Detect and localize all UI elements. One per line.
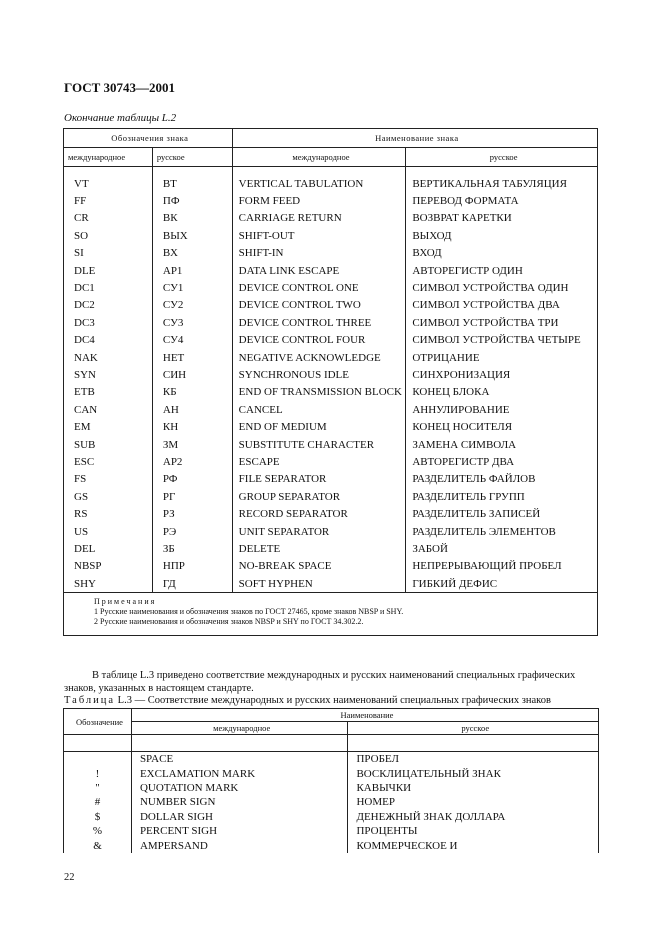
caption-prefix: Таблица: [64, 695, 116, 706]
table-cell: [64, 752, 132, 767]
table-cell: ЗАБОЙ: [406, 540, 598, 557]
table-cell: SPACE: [131, 752, 348, 767]
table-cell: НЕПРЕРЫВАЮЩИЙ ПРОБЕЛ: [406, 558, 598, 575]
header-designation: Обозначение: [64, 709, 132, 735]
page-number: 22: [64, 872, 75, 883]
table-continuation-caption: Окончание таблицы L.2: [64, 112, 177, 124]
table-row: [64, 488, 598, 505]
table-cell: &: [64, 838, 132, 852]
table-row: [64, 297, 598, 314]
table-cell: НЕТ: [152, 349, 232, 366]
table-cell: DEVICE CONTROL THREE: [232, 314, 406, 331]
table-cell: VT: [64, 175, 153, 192]
table-row: [64, 366, 598, 383]
table-cell: !: [64, 766, 132, 780]
table-cell: КАВЫЧКИ: [348, 781, 599, 795]
table-cell: АВТОРЕГИСТР ДВА: [406, 453, 598, 470]
table-cell: DATA LINK ESCAPE: [232, 262, 406, 279]
table-cell: FILE SEPARATOR: [232, 471, 406, 488]
table-row: [64, 349, 598, 366]
table-cell: AMPERSAND: [131, 838, 348, 852]
table-row: [64, 558, 598, 575]
table-cell: GROUP SEPARATOR: [232, 488, 406, 505]
table-cell: RS: [64, 505, 153, 522]
table-cell: SYNCHRONOUS IDLE: [232, 366, 406, 383]
note-item: 2 Русские наименования и обозначения знаков NBSP и SHY по ГОСТ 34.302.2.: [94, 617, 364, 627]
table-row: [64, 810, 599, 824]
table-row: [64, 332, 598, 349]
table-cell: ВЫХ: [152, 227, 232, 244]
table-cell: ПРОБЕЛ: [348, 752, 599, 767]
table-cell: DC2: [64, 297, 153, 314]
table-cell: SOFT HYPHEN: [232, 575, 406, 593]
table-cell: СИН: [152, 366, 232, 383]
table-cell: ВХ: [152, 245, 232, 262]
table-cell: SYN: [64, 366, 153, 383]
table-row: [64, 418, 598, 435]
table-cell: DOLLAR SIGH: [131, 810, 348, 824]
table-notes: [64, 593, 598, 636]
table-cell: EM: [64, 418, 153, 435]
table-cell: АВТОРЕГИСТР ОДИН: [406, 262, 598, 279]
table-cell: ETB: [64, 384, 153, 401]
paragraph: В таблице L.3 приведено соответствие международных и русских наименований специальных графических знаков, указанных в настоящем стандарте.: [64, 670, 576, 694]
header-intl: международное: [131, 722, 348, 735]
table-cell: CAN: [64, 401, 153, 418]
table-cell: СУ2: [152, 297, 232, 314]
table-row: [64, 436, 598, 453]
table-cell: СИМВОЛ УСТРОЙСТВА ТРИ: [406, 314, 598, 331]
table-cell: РЭ: [152, 523, 232, 540]
table-cell: END OF TRANSMISSION BLOCK: [232, 384, 406, 401]
table-cell: %: [64, 824, 132, 838]
table-cell: КОНЕЦ НОСИТЕЛЯ: [406, 418, 598, 435]
table-l2-body: [64, 175, 598, 593]
table-row: [64, 781, 599, 795]
table-row: [64, 401, 598, 418]
table-cell: SI: [64, 245, 153, 262]
table-cell: РАЗДЕЛИТЕЛЬ ФАЙЛОВ: [406, 471, 598, 488]
table-cell: FORM FEED: [232, 192, 406, 209]
table-row: [64, 824, 599, 838]
table-cell: ГД: [152, 575, 232, 593]
table-cell: АН: [152, 401, 232, 418]
table-cell: DEVICE CONTROL ONE: [232, 279, 406, 296]
table-cell: NUMBER SIGN: [131, 795, 348, 809]
table-cell: ЗМ: [152, 436, 232, 453]
table-l3: [63, 708, 599, 853]
table-cell: ПРОЦЕНТЫ: [348, 824, 599, 838]
table-cell: SUB: [64, 436, 153, 453]
table-cell: НПР: [152, 558, 232, 575]
table-cell: КОНЕЦ БЛОКА: [406, 384, 598, 401]
table-row: [64, 175, 598, 192]
document-title: ГОСТ 30743—2001: [64, 80, 176, 95]
table-cell: РГ: [152, 488, 232, 505]
table-cell: CANCEL: [232, 401, 406, 418]
table-cell: DEL: [64, 540, 153, 557]
table-cell: DC4: [64, 332, 153, 349]
table-row: [64, 192, 598, 209]
table-cell: SHIFT-IN: [232, 245, 406, 262]
table-cell: DLE: [64, 262, 153, 279]
table-cell: SUBSTITUTE CHARACTER: [232, 436, 406, 453]
table-row: [64, 384, 598, 401]
table-row: [64, 505, 598, 522]
table-cell: РАЗДЕЛИТЕЛЬ ГРУПП: [406, 488, 598, 505]
table-cell: ПФ: [152, 192, 232, 209]
table-cell: КБ: [152, 384, 232, 401]
table-row: [64, 314, 598, 331]
table-l3-caption: [64, 695, 551, 706]
table-cell: VERTICAL TABULATION: [232, 175, 406, 192]
table-cell: END OF MEDIUM: [232, 418, 406, 435]
table-cell: DC3: [64, 314, 153, 331]
table-cell: СИМВОЛ УСТРОЙСТВА ДВА: [406, 297, 598, 314]
table-row: [64, 453, 598, 470]
table-row: [64, 262, 598, 279]
table-cell: #: [64, 795, 132, 809]
header-rus-name: русское: [406, 148, 598, 167]
table-cell: АР2: [152, 453, 232, 470]
note-item: 1 Русские наименования и обозначения знаков по ГОСТ 27465, кроме знаков NBSP и SHY.: [94, 607, 404, 617]
table-cell: КН: [152, 418, 232, 435]
table-cell: NO-BREAK SPACE: [232, 558, 406, 575]
caption-rest: L.3 — Соответствие международных и русских наименований специальных графических знаков: [117, 695, 551, 706]
table-cell: ЗАМЕНА СИМВОЛА: [406, 436, 598, 453]
table-cell: СИНХРОНИЗАЦИЯ: [406, 366, 598, 383]
table-row: [64, 210, 598, 227]
table-cell: СУ1: [152, 279, 232, 296]
table-cell: SHIFT-OUT: [232, 227, 406, 244]
header-designation: Обозначения знака: [64, 129, 233, 148]
table-cell: DELETE: [232, 540, 406, 557]
header-name: Наименование знака: [232, 129, 597, 148]
table-cell: RECORD SEPARATOR: [232, 505, 406, 522]
table-cell: КОММЕРЧЕСКОЕ И: [348, 838, 599, 852]
table-cell: АР1: [152, 262, 232, 279]
header-intl-name: международное: [232, 148, 406, 167]
table-cell: CR: [64, 210, 153, 227]
table-cell: FF: [64, 192, 153, 209]
table-row: [64, 766, 599, 780]
table-cell: ВОЗВРАТ КАРЕТКИ: [406, 210, 598, 227]
header-rus: русское: [348, 722, 599, 735]
table-cell: РЗ: [152, 505, 232, 522]
header-name: Наименование: [131, 709, 598, 722]
table-row: [64, 838, 599, 852]
table-cell: GS: [64, 488, 153, 505]
table-cell: SO: [64, 227, 153, 244]
table-cell: NEGATIVE ACKNOWLEDGE: [232, 349, 406, 366]
table-cell: ESCAPE: [232, 453, 406, 470]
table-cell: CARRIAGE RETURN: [232, 210, 406, 227]
table-cell: ДЕНЕЖНЫЙ ЗНАК ДОЛЛАРА: [348, 810, 599, 824]
header-intl-designation: международное: [64, 148, 153, 167]
table-cell: ВЕРТИКАЛЬНАЯ ТАБУЛЯЦИЯ: [406, 175, 598, 192]
notes-title: Примечания: [94, 597, 157, 607]
table-cell: АННУЛИРОВАНИЕ: [406, 401, 598, 418]
table-cell: NAK: [64, 349, 153, 366]
table-row: [64, 523, 598, 540]
table-cell: ESC: [64, 453, 153, 470]
table-cell: DEVICE CONTROL TWO: [232, 297, 406, 314]
table-row: [64, 245, 598, 262]
table-cell: PERCENT SIGH: [131, 824, 348, 838]
table-cell: ВХОД: [406, 245, 598, 262]
table-cell: СИМВОЛ УСТРОЙСТВА ОДИН: [406, 279, 598, 296]
table-cell: ОТРИЦАНИЕ: [406, 349, 598, 366]
table-cell: UNIT SEPARATOR: [232, 523, 406, 540]
table-cell: ГИБКИЙ ДЕФИС: [406, 575, 598, 593]
table-cell: ": [64, 781, 132, 795]
table-cell: РФ: [152, 471, 232, 488]
header-rus-designation: русское: [152, 148, 232, 167]
table-cell: $: [64, 810, 132, 824]
table-cell: НОМЕР: [348, 795, 599, 809]
table-cell: SHY: [64, 575, 153, 593]
table-cell: ВЫХОД: [406, 227, 598, 244]
table-cell: DEVICE CONTROL FOUR: [232, 332, 406, 349]
table-l2: [63, 128, 598, 636]
table-row: [64, 540, 598, 557]
table-cell: QUOTATION MARK: [131, 781, 348, 795]
table-cell: РАЗДЕЛИТЕЛЬ ЭЛЕМЕНТОВ: [406, 523, 598, 540]
table-l3-body: [64, 752, 599, 853]
table-cell: СУ4: [152, 332, 232, 349]
table-row: [64, 752, 599, 767]
table-cell: US: [64, 523, 153, 540]
table-row: [64, 575, 598, 593]
table-cell: ВОСКЛИЦАТЕЛЬНЫЙ ЗНАК: [348, 766, 599, 780]
table-row: [64, 471, 598, 488]
table-cell: ЗБ: [152, 540, 232, 557]
table-cell: EXCLAMATION MARK: [131, 766, 348, 780]
table-row: [64, 795, 599, 809]
table-cell: СИМВОЛ УСТРОЙСТВА ЧЕТЫРЕ: [406, 332, 598, 349]
table-cell: ВТ: [152, 175, 232, 192]
table-cell: FS: [64, 471, 153, 488]
table-cell: СУ3: [152, 314, 232, 331]
table-cell: ВК: [152, 210, 232, 227]
table-cell: ПЕРЕВОД ФОРМАТА: [406, 192, 598, 209]
table-row: [64, 279, 598, 296]
table-cell: DC1: [64, 279, 153, 296]
table-cell: РАЗДЕЛИТЕЛЬ ЗАПИСЕЙ: [406, 505, 598, 522]
table-cell: NBSP: [64, 558, 153, 575]
table-row: [64, 227, 598, 244]
